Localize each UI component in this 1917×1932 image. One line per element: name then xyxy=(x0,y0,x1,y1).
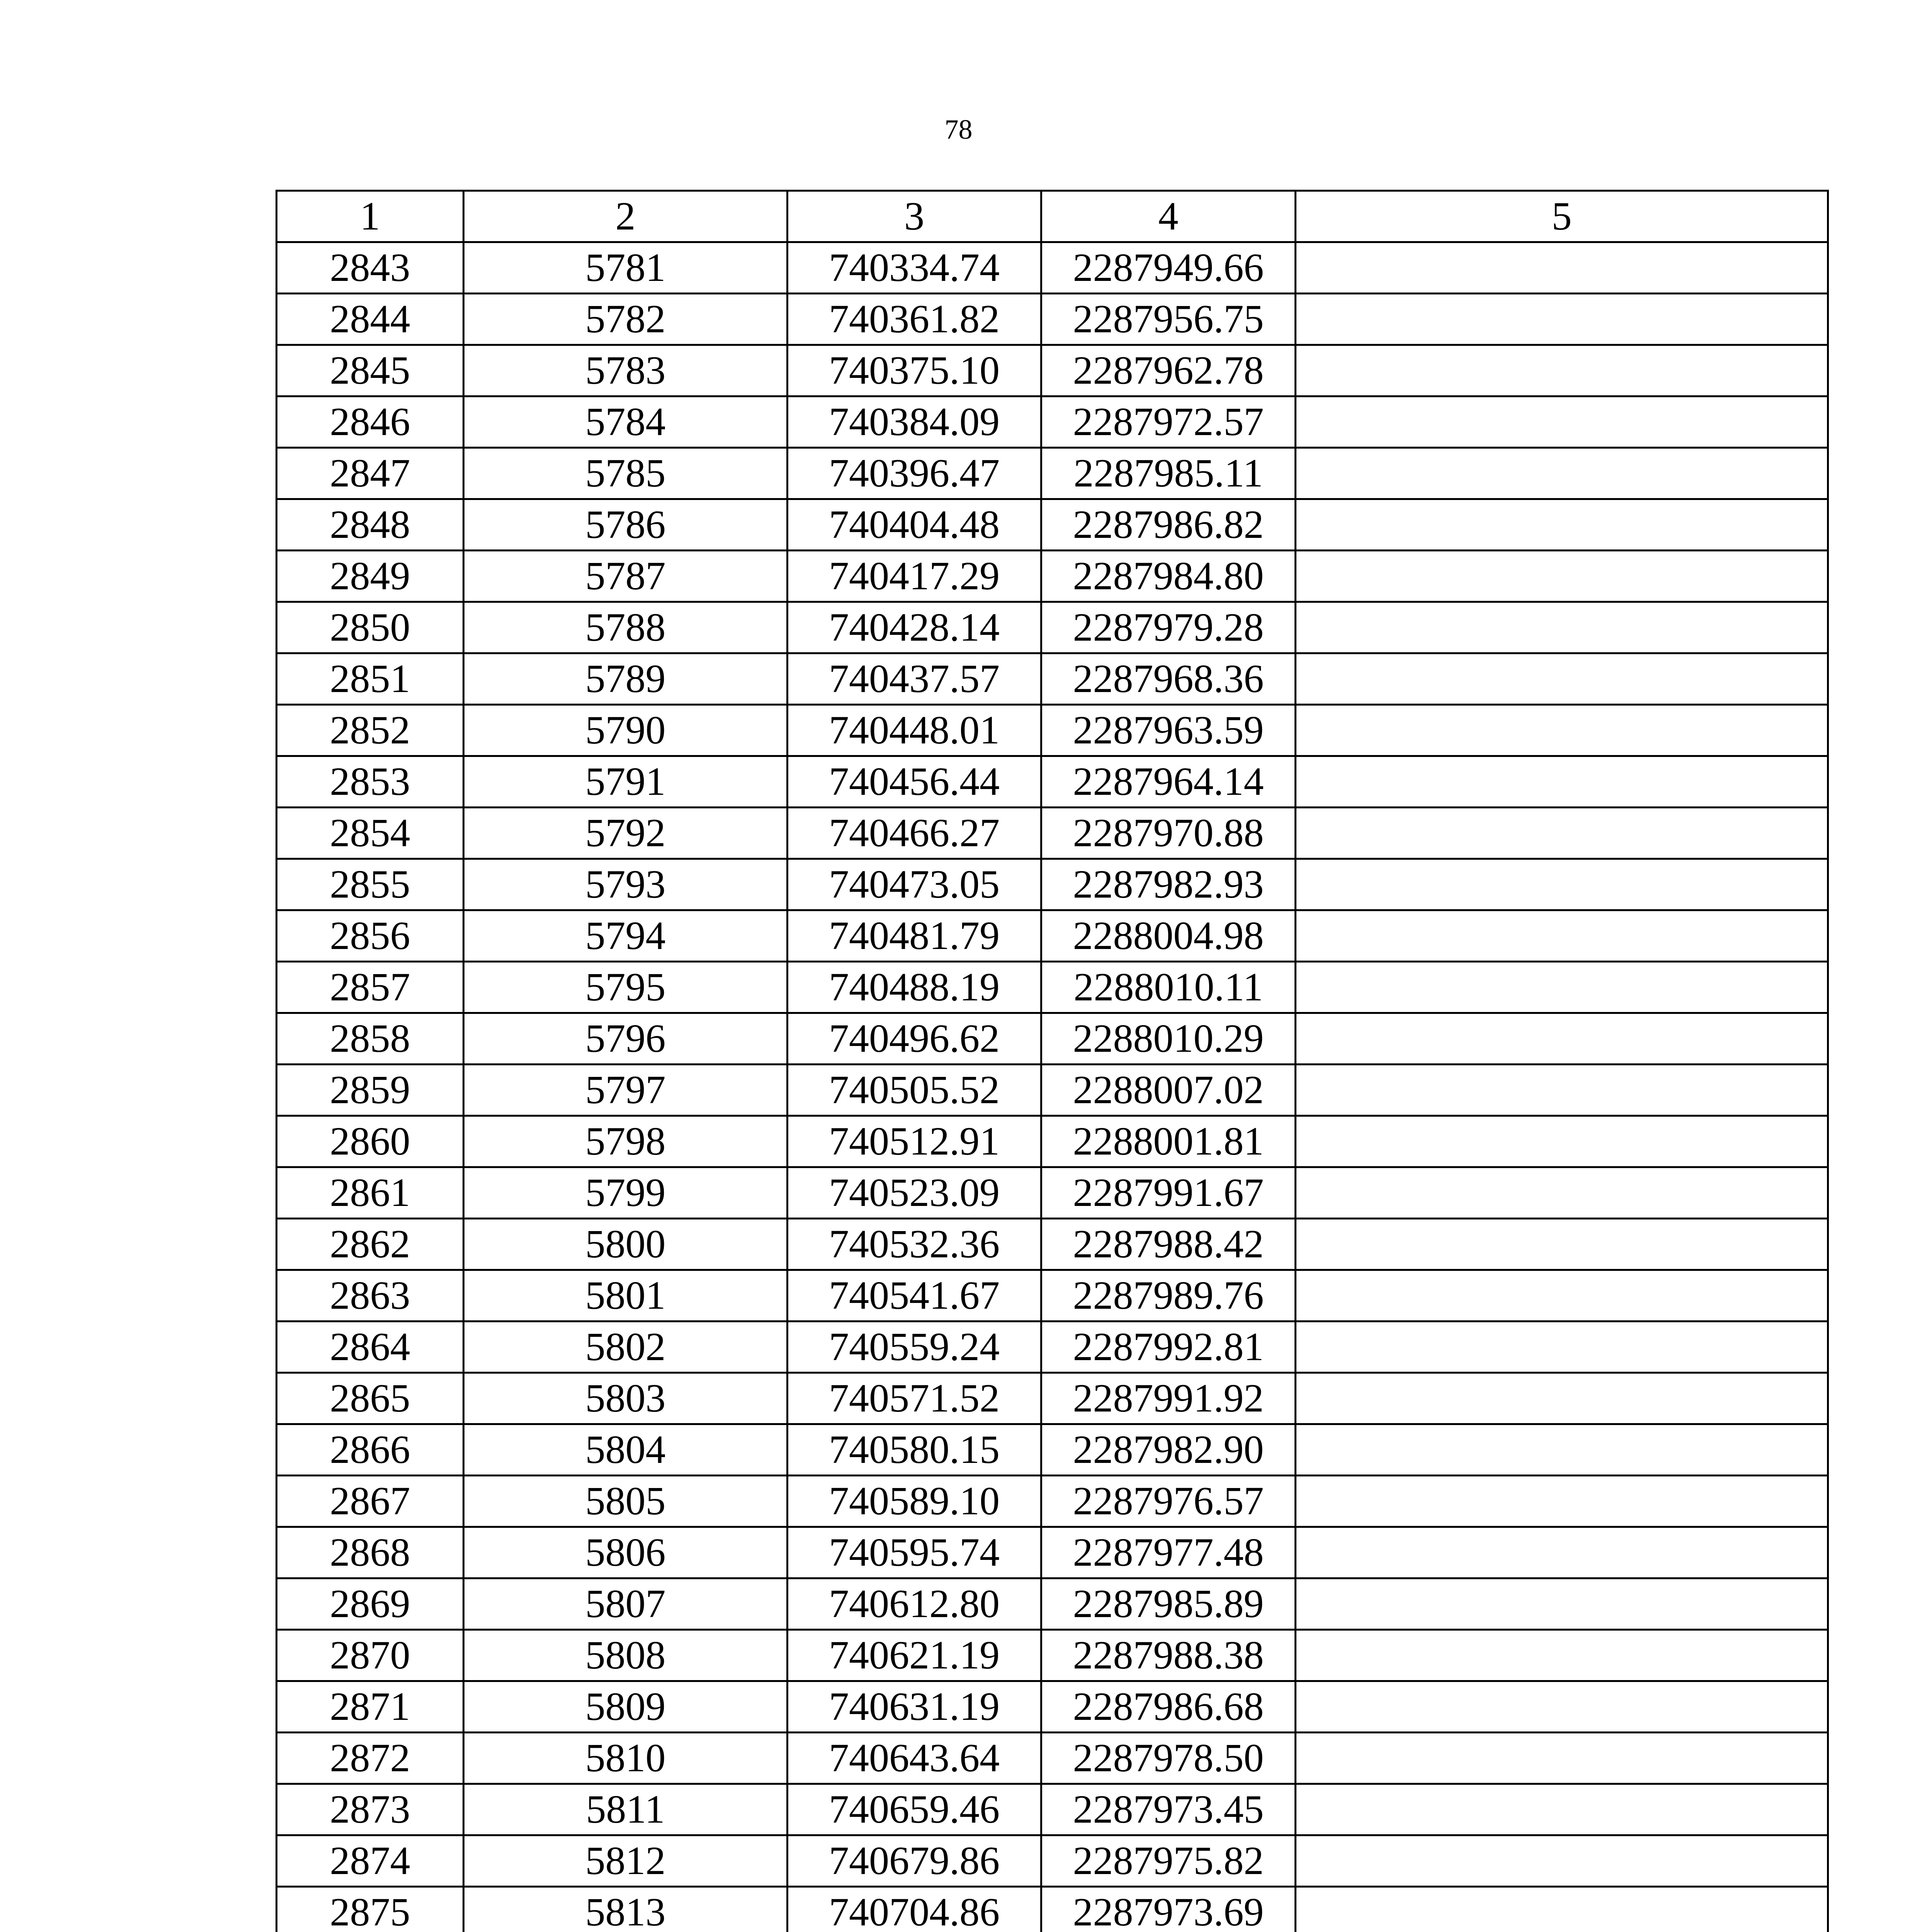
note-cell xyxy=(1296,808,1828,859)
table-row xyxy=(277,808,1828,859)
note-cell xyxy=(1296,1116,1828,1167)
point-number-cell: 5792 xyxy=(464,808,788,859)
note-cell xyxy=(1296,345,1828,396)
table-row xyxy=(277,1887,1828,1932)
table-row xyxy=(277,345,1828,396)
x-coordinate-cell: 740375.10 xyxy=(788,345,1041,396)
header-cell-5: 5 xyxy=(1296,191,1828,242)
page-number: 78 xyxy=(944,114,973,145)
note-cell xyxy=(1296,1013,1828,1065)
row-number-cell: 2850 xyxy=(277,602,464,653)
header-cell-2: 2 xyxy=(464,191,788,242)
note-cell xyxy=(1296,705,1828,756)
row-number-cell: 2855 xyxy=(277,859,464,910)
table-row xyxy=(277,962,1828,1013)
note-cell xyxy=(1296,1630,1828,1681)
table-row xyxy=(277,1373,1828,1424)
point-number-cell: 5802 xyxy=(464,1321,788,1373)
table-row xyxy=(277,1784,1828,1835)
row-number-cell: 2859 xyxy=(277,1065,464,1116)
point-number-cell: 5790 xyxy=(464,705,788,756)
y-coordinate-cell: 2287984.80 xyxy=(1041,551,1296,602)
row-number-cell: 2857 xyxy=(277,962,464,1013)
note-cell xyxy=(1296,1476,1828,1527)
y-coordinate-cell: 2287982.90 xyxy=(1041,1424,1296,1476)
table-row xyxy=(277,1321,1828,1373)
note-cell xyxy=(1296,1733,1828,1784)
table-row xyxy=(277,1630,1828,1681)
note-cell xyxy=(1296,910,1828,962)
x-coordinate-cell: 740417.29 xyxy=(788,551,1041,602)
point-number-cell: 5783 xyxy=(464,345,788,396)
row-number-cell: 2852 xyxy=(277,705,464,756)
x-coordinate-cell: 740456.44 xyxy=(788,756,1041,808)
coordinates-table xyxy=(276,190,1829,1932)
x-coordinate-cell: 740334.74 xyxy=(788,242,1041,294)
y-coordinate-cell: 2287973.69 xyxy=(1041,1887,1296,1932)
note-cell xyxy=(1296,294,1828,345)
table-row xyxy=(277,551,1828,602)
header-cell-4: 4 xyxy=(1041,191,1296,242)
row-number-cell: 2862 xyxy=(277,1219,464,1270)
table-row xyxy=(277,602,1828,653)
note-cell xyxy=(1296,1321,1828,1373)
point-number-cell: 5797 xyxy=(464,1065,788,1116)
x-coordinate-cell: 740704.86 xyxy=(788,1887,1041,1932)
y-coordinate-cell: 2287982.93 xyxy=(1041,859,1296,910)
x-coordinate-cell: 740512.91 xyxy=(788,1116,1041,1167)
row-number-cell: 2861 xyxy=(277,1167,464,1219)
row-number-cell: 2843 xyxy=(277,242,464,294)
point-number-cell: 5806 xyxy=(464,1527,788,1578)
y-coordinate-cell: 2287988.38 xyxy=(1041,1630,1296,1681)
x-coordinate-cell: 740621.19 xyxy=(788,1630,1041,1681)
y-coordinate-cell: 2287991.92 xyxy=(1041,1373,1296,1424)
row-number-cell: 2870 xyxy=(277,1630,464,1681)
x-coordinate-cell: 740437.57 xyxy=(788,653,1041,705)
row-number-cell: 2858 xyxy=(277,1013,464,1065)
row-number-cell: 2869 xyxy=(277,1578,464,1630)
note-cell xyxy=(1296,551,1828,602)
x-coordinate-cell: 740595.74 xyxy=(788,1527,1041,1578)
table-row xyxy=(277,859,1828,910)
table-row xyxy=(277,1270,1828,1321)
y-coordinate-cell: 2288010.11 xyxy=(1041,962,1296,1013)
note-cell xyxy=(1296,1270,1828,1321)
point-number-cell: 5809 xyxy=(464,1681,788,1733)
x-coordinate-cell: 740659.46 xyxy=(788,1784,1041,1835)
row-number-cell: 2846 xyxy=(277,396,464,448)
table-row xyxy=(277,705,1828,756)
x-coordinate-cell: 740396.47 xyxy=(788,448,1041,499)
x-coordinate-cell: 740473.05 xyxy=(788,859,1041,910)
note-cell xyxy=(1296,653,1828,705)
point-number-cell: 5794 xyxy=(464,910,788,962)
x-coordinate-cell: 740571.52 xyxy=(788,1373,1041,1424)
x-coordinate-cell: 740532.36 xyxy=(788,1219,1041,1270)
y-coordinate-cell: 2287985.89 xyxy=(1041,1578,1296,1630)
point-number-cell: 5808 xyxy=(464,1630,788,1681)
point-number-cell: 5795 xyxy=(464,962,788,1013)
y-coordinate-cell: 2287988.42 xyxy=(1041,1219,1296,1270)
x-coordinate-cell: 740643.64 xyxy=(788,1733,1041,1784)
table-row xyxy=(277,1578,1828,1630)
x-coordinate-cell: 740612.80 xyxy=(788,1578,1041,1630)
row-number-cell: 2844 xyxy=(277,294,464,345)
y-coordinate-cell: 2288001.81 xyxy=(1041,1116,1296,1167)
header-cell-1: 1 xyxy=(277,191,464,242)
y-coordinate-cell: 2287976.57 xyxy=(1041,1476,1296,1527)
table-row xyxy=(277,1424,1828,1476)
note-cell xyxy=(1296,859,1828,910)
table-row xyxy=(277,1476,1828,1527)
y-coordinate-cell: 2288007.02 xyxy=(1041,1065,1296,1116)
point-number-cell: 5800 xyxy=(464,1219,788,1270)
x-coordinate-cell: 740679.86 xyxy=(788,1835,1041,1887)
note-cell xyxy=(1296,396,1828,448)
row-number-cell: 2863 xyxy=(277,1270,464,1321)
table-row xyxy=(277,910,1828,962)
y-coordinate-cell: 2287985.11 xyxy=(1041,448,1296,499)
note-cell xyxy=(1296,499,1828,551)
x-coordinate-cell: 740361.82 xyxy=(788,294,1041,345)
point-number-cell: 5793 xyxy=(464,859,788,910)
table-row xyxy=(277,242,1828,294)
point-number-cell: 5801 xyxy=(464,1270,788,1321)
row-number-cell: 2860 xyxy=(277,1116,464,1167)
x-coordinate-cell: 740384.09 xyxy=(788,396,1041,448)
point-number-cell: 5811 xyxy=(464,1784,788,1835)
note-cell xyxy=(1296,1578,1828,1630)
point-number-cell: 5785 xyxy=(464,448,788,499)
header-cell-3: 3 xyxy=(788,191,1041,242)
y-coordinate-cell: 2287986.68 xyxy=(1041,1681,1296,1733)
point-number-cell: 5786 xyxy=(464,499,788,551)
note-cell xyxy=(1296,1681,1828,1733)
y-coordinate-cell: 2287973.45 xyxy=(1041,1784,1296,1835)
table-row xyxy=(277,1167,1828,1219)
point-number-cell: 5798 xyxy=(464,1116,788,1167)
table-row xyxy=(277,1116,1828,1167)
y-coordinate-cell: 2287964.14 xyxy=(1041,756,1296,808)
row-number-cell: 2867 xyxy=(277,1476,464,1527)
y-coordinate-cell: 2287986.82 xyxy=(1041,499,1296,551)
note-cell xyxy=(1296,1424,1828,1476)
row-number-cell: 2873 xyxy=(277,1784,464,1835)
x-coordinate-cell: 740505.52 xyxy=(788,1065,1041,1116)
row-number-cell: 2875 xyxy=(277,1887,464,1932)
table-row xyxy=(277,1013,1828,1065)
y-coordinate-cell: 2287956.75 xyxy=(1041,294,1296,345)
point-number-cell: 5803 xyxy=(464,1373,788,1424)
x-coordinate-cell: 740466.27 xyxy=(788,808,1041,859)
x-coordinate-cell: 740488.19 xyxy=(788,962,1041,1013)
point-number-cell: 5796 xyxy=(464,1013,788,1065)
note-cell xyxy=(1296,602,1828,653)
row-number-cell: 2854 xyxy=(277,808,464,859)
point-number-cell: 5781 xyxy=(464,242,788,294)
note-cell xyxy=(1296,1373,1828,1424)
row-number-cell: 2868 xyxy=(277,1527,464,1578)
point-number-cell: 5788 xyxy=(464,602,788,653)
row-number-cell: 2872 xyxy=(277,1733,464,1784)
note-cell xyxy=(1296,1835,1828,1887)
y-coordinate-cell: 2287991.67 xyxy=(1041,1167,1296,1219)
x-coordinate-cell: 740580.15 xyxy=(788,1424,1041,1476)
point-number-cell: 5789 xyxy=(464,653,788,705)
note-cell xyxy=(1296,1784,1828,1835)
note-cell xyxy=(1296,1527,1828,1578)
note-cell xyxy=(1296,1887,1828,1932)
x-coordinate-cell: 740631.19 xyxy=(788,1681,1041,1733)
table-row xyxy=(277,1527,1828,1578)
row-number-cell: 2848 xyxy=(277,499,464,551)
table-row xyxy=(277,653,1828,705)
table-row xyxy=(277,499,1828,551)
note-cell xyxy=(1296,1167,1828,1219)
point-number-cell: 5813 xyxy=(464,1887,788,1932)
x-coordinate-cell: 740523.09 xyxy=(788,1167,1041,1219)
x-coordinate-cell: 740481.79 xyxy=(788,910,1041,962)
point-number-cell: 5807 xyxy=(464,1578,788,1630)
table-row xyxy=(277,1681,1828,1733)
table-header-row xyxy=(277,191,1828,242)
point-number-cell: 5787 xyxy=(464,551,788,602)
table-row xyxy=(277,448,1828,499)
y-coordinate-cell: 2287962.78 xyxy=(1041,345,1296,396)
y-coordinate-cell: 2288010.29 xyxy=(1041,1013,1296,1065)
row-number-cell: 2849 xyxy=(277,551,464,602)
table-row xyxy=(277,1835,1828,1887)
note-cell xyxy=(1296,1219,1828,1270)
y-coordinate-cell: 2287963.59 xyxy=(1041,705,1296,756)
point-number-cell: 5805 xyxy=(464,1476,788,1527)
x-coordinate-cell: 740448.01 xyxy=(788,705,1041,756)
note-cell xyxy=(1296,242,1828,294)
row-number-cell: 2856 xyxy=(277,910,464,962)
row-number-cell: 2845 xyxy=(277,345,464,396)
y-coordinate-cell: 2287978.50 xyxy=(1041,1733,1296,1784)
row-number-cell: 2871 xyxy=(277,1681,464,1733)
y-coordinate-cell: 2287970.88 xyxy=(1041,808,1296,859)
x-coordinate-cell: 740428.14 xyxy=(788,602,1041,653)
y-coordinate-cell: 2287972.57 xyxy=(1041,396,1296,448)
row-number-cell: 2874 xyxy=(277,1835,464,1887)
table-row xyxy=(277,1219,1828,1270)
y-coordinate-cell: 2287979.28 xyxy=(1041,602,1296,653)
table-row xyxy=(277,294,1828,345)
y-coordinate-cell: 2287968.36 xyxy=(1041,653,1296,705)
table-body xyxy=(277,191,1828,1932)
y-coordinate-cell: 2288004.98 xyxy=(1041,910,1296,962)
row-number-cell: 2851 xyxy=(277,653,464,705)
y-coordinate-cell: 2287977.48 xyxy=(1041,1527,1296,1578)
x-coordinate-cell: 740559.24 xyxy=(788,1321,1041,1373)
x-coordinate-cell: 740496.62 xyxy=(788,1013,1041,1065)
y-coordinate-cell: 2287989.76 xyxy=(1041,1270,1296,1321)
point-number-cell: 5804 xyxy=(464,1424,788,1476)
point-number-cell: 5791 xyxy=(464,756,788,808)
y-coordinate-cell: 2287992.81 xyxy=(1041,1321,1296,1373)
table-row xyxy=(277,396,1828,448)
point-number-cell: 5782 xyxy=(464,294,788,345)
x-coordinate-cell: 740589.10 xyxy=(788,1476,1041,1527)
note-cell xyxy=(1296,962,1828,1013)
row-number-cell: 2866 xyxy=(277,1424,464,1476)
table-row xyxy=(277,1065,1828,1116)
table-row xyxy=(277,1733,1828,1784)
table-row xyxy=(277,756,1828,808)
point-number-cell: 5810 xyxy=(464,1733,788,1784)
y-coordinate-cell: 2287949.66 xyxy=(1041,242,1296,294)
note-cell xyxy=(1296,1065,1828,1116)
row-number-cell: 2847 xyxy=(277,448,464,499)
row-number-cell: 2865 xyxy=(277,1373,464,1424)
note-cell xyxy=(1296,756,1828,808)
point-number-cell: 5812 xyxy=(464,1835,788,1887)
row-number-cell: 2853 xyxy=(277,756,464,808)
y-coordinate-cell: 2287975.82 xyxy=(1041,1835,1296,1887)
x-coordinate-cell: 740541.67 xyxy=(788,1270,1041,1321)
point-number-cell: 5799 xyxy=(464,1167,788,1219)
note-cell xyxy=(1296,448,1828,499)
row-number-cell: 2864 xyxy=(277,1321,464,1373)
point-number-cell: 5784 xyxy=(464,396,788,448)
x-coordinate-cell: 740404.48 xyxy=(788,499,1041,551)
